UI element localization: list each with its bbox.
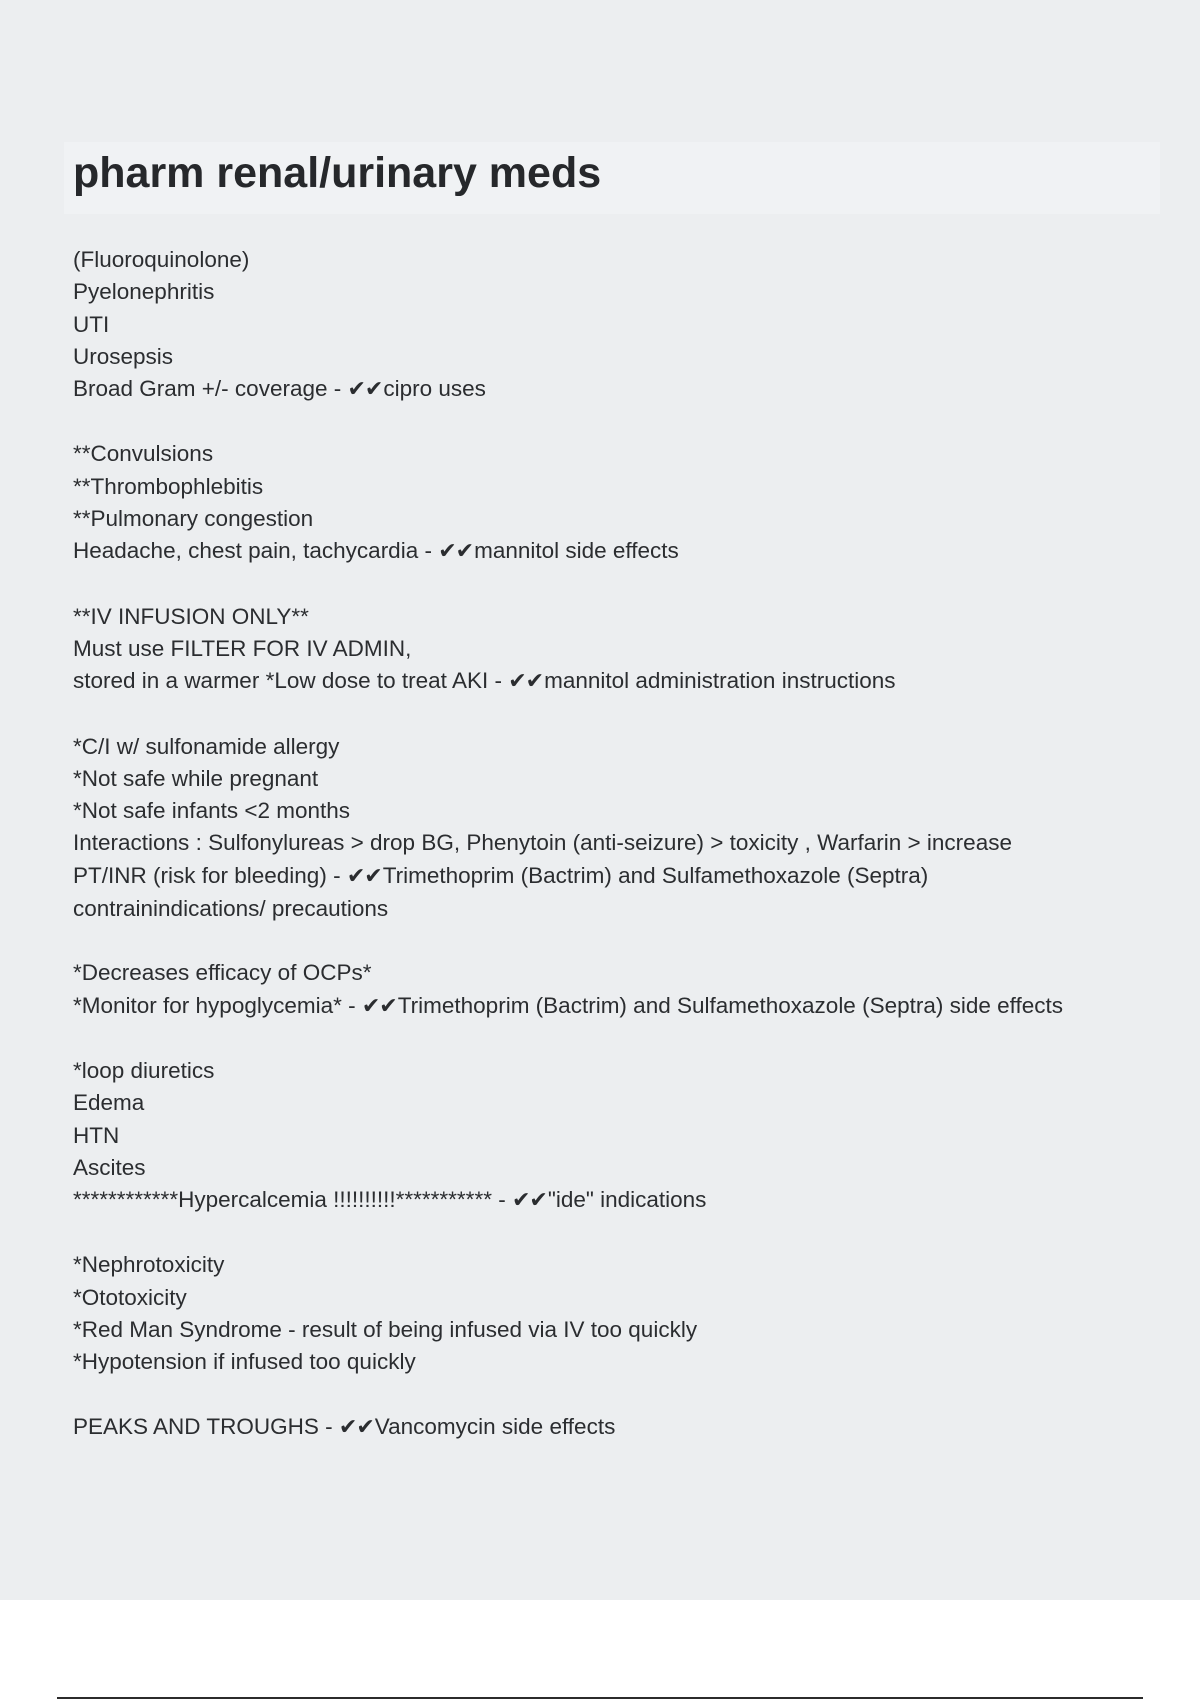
double-check-icon: ✔✔ [511, 1188, 547, 1214]
card-answer-text: mannitol side effects [474, 538, 679, 564]
card-text-line: Urosepsis [73, 343, 174, 369]
card-text-line: Ascites [73, 1154, 146, 1180]
flashcard [73, 1055, 1163, 1217]
card-answer-line [73, 990, 1163, 1023]
flashcard [73, 244, 1163, 406]
double-check-icon: ✔✔ [361, 993, 397, 1019]
card-text-line: *Red Man Syndrome - result of being infused via IV too quickly [73, 1317, 698, 1343]
flashcard [73, 957, 1163, 1023]
card-text-line: *C/I w/ sulfonamide allergy [73, 733, 340, 759]
flashcard [73, 438, 1163, 568]
card-answer-line [73, 1411, 1163, 1444]
flashcard-list [73, 244, 1163, 1476]
card-answer-line [73, 373, 1163, 406]
card-text-line: contrainindications/ precautions [73, 896, 389, 922]
card-text-line: **Convulsions [73, 441, 214, 467]
card-prompt-text: *Monitor for hypoglycemia* - [73, 992, 362, 1018]
card-answer-text: cipro uses [383, 376, 486, 402]
double-check-icon: ✔✔ [438, 539, 474, 565]
footer-divider [57, 1697, 1143, 1699]
card-prompt-text: PT/INR (risk for bleeding) - [73, 862, 347, 888]
card-text-line: (Fluoroquinolone) [73, 247, 250, 272]
card-text-line: *Not safe infants <2 months [73, 798, 351, 824]
double-check-icon: ✔✔ [508, 669, 544, 695]
card-answer-line [73, 860, 1163, 893]
card-text-line: **Pulmonary congestion [73, 506, 314, 532]
card-answer-text: Vancomycin side effects [374, 1413, 616, 1439]
card-text-line: Pyelonephritis [73, 279, 215, 305]
flashcard [73, 1411, 1163, 1444]
double-check-icon: ✔✔ [338, 1414, 374, 1440]
card-text-line: Interactions : Sulfonylureas > drop BG, Phenytoin (anti-seizure) > toxicity , Warfarin > increase [73, 830, 1012, 856]
card-text-line: **IV INFUSION ONLY** [73, 603, 309, 629]
card-answer-text: "ide" indications [547, 1187, 707, 1213]
card-prompt-text: Headache, chest pain, tachycardia - [73, 538, 439, 564]
card-text-line: HTN [73, 1122, 120, 1148]
card-answer-text: mannitol administration instructions [544, 668, 896, 694]
card-prompt-text: Broad Gram +/- coverage - [73, 376, 348, 402]
card-text-line: *loop diuretics [73, 1057, 215, 1083]
card-text-line: *Not safe while pregnant [73, 765, 319, 791]
card-answer-line [73, 665, 1163, 698]
card-prompt-text: ************Hypercalcemia !!!!!!!!!!*********** - [73, 1187, 512, 1213]
card-prompt-text: PEAKS AND TROUGHS - [73, 1413, 339, 1439]
card-answer-line [73, 1184, 1163, 1217]
card-text-line: Edema [73, 1090, 145, 1116]
card-text-line: *Hypotension if infused too quickly [73, 1349, 416, 1375]
card-text-line: **Thrombophlebitis [73, 473, 264, 499]
card-text-line: *Nephrotoxicity [73, 1252, 225, 1278]
double-check-icon: ✔✔ [347, 377, 383, 403]
card-text-line: UTI [73, 311, 110, 337]
card-prompt-text: stored in a warmer *Low dose to treat AKI - [73, 668, 509, 694]
card-text-line: *Ototoxicity [73, 1284, 187, 1310]
card-answer-text: Trimethoprim (Bactrim) and Sulfamethoxazole (Septra) [382, 862, 929, 888]
page-title: pharm renal/urinary meds [73, 149, 602, 197]
double-check-icon: ✔✔ [346, 863, 382, 889]
flashcard [73, 601, 1163, 699]
flashcard [73, 1249, 1163, 1378]
card-text-line: Must use FILTER FOR IV ADMIN, [73, 635, 412, 661]
card-answer-line [73, 535, 1163, 568]
card-text-line: *Decreases efficacy of OCPs* [73, 960, 372, 986]
card-answer-text: Trimethoprim (Bactrim) and Sulfamethoxazole (Septra) side effects [397, 992, 1064, 1018]
flashcard [73, 731, 1163, 926]
